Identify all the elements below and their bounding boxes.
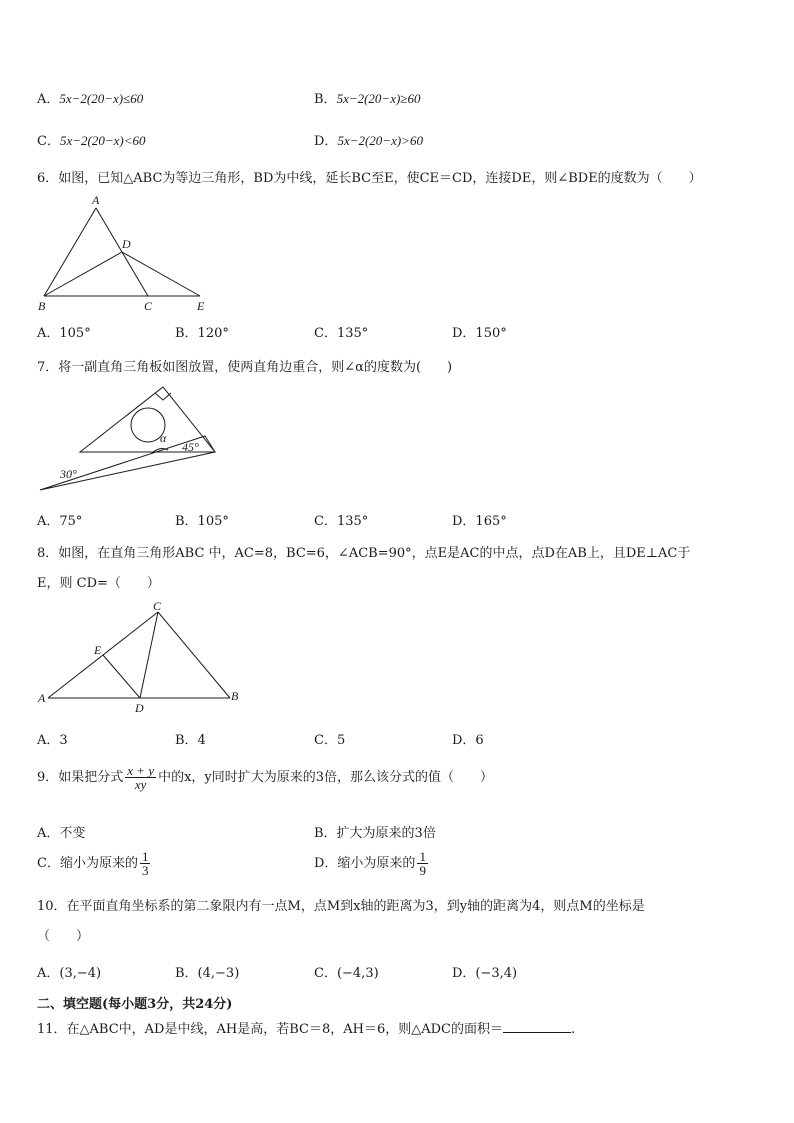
q8-label-a: A bbox=[38, 691, 46, 705]
q5-option-b: B．5x−2(20−x)≥60 bbox=[314, 91, 421, 107]
q5-option-c: C．5x−2(20−x)<60 bbox=[37, 133, 146, 149]
q8-option-c: C．5 bbox=[314, 733, 346, 748]
q8-option-d: D．6 bbox=[452, 733, 484, 748]
q9-fraction-den: xy bbox=[134, 777, 147, 792]
q6-line-ab bbox=[44, 208, 96, 296]
q9-stem: 9．如果把分式 $\frac{x + y}{xy}$ 中的x，y同时扩大为原来的3倍，那么该分式的值（ ） bbox=[37, 763, 494, 792]
q8-label-e: E bbox=[94, 643, 102, 657]
q8-label-b: B bbox=[231, 689, 239, 703]
q7-option-b: B．105° bbox=[175, 514, 229, 529]
q8-option-a: A．3 bbox=[37, 733, 68, 748]
q10-option-c: C．(−4,3) bbox=[314, 966, 379, 981]
q11-stem: 11．在△ABC中，AD是中线，AH是高，若BC＝8，AH＝6，则△ADC的面积＝ . bbox=[37, 1022, 576, 1037]
q6-line-de bbox=[122, 252, 200, 296]
q9-fraction bbox=[125, 764, 156, 791]
q5-option-b-expr: 5x−2(20−x)≥60 bbox=[336, 91, 421, 106]
q5-option-a-expr: 5x−2(20−x)≤60 bbox=[59, 91, 144, 106]
q10-stem-line1: 10．在平面直角坐标系的第二象限内有一点M，点M到x轴的距离为3，到y轴的距离为4，则点M的坐标是 bbox=[37, 899, 645, 914]
q7-stem: 7．将一副直角三角板如图放置，使两直角边重合，则∠α的度数为( ) bbox=[37, 360, 453, 375]
q10-option-d: D．(−3,4) bbox=[452, 966, 518, 981]
q6-line-bd bbox=[44, 252, 122, 296]
q10-option-b: B．(4,−3) bbox=[175, 966, 240, 981]
q6-label-d: D bbox=[122, 237, 131, 251]
q8-stem-line2: E，则 CD=（ ） bbox=[37, 576, 160, 591]
q5-option-d-expr: 5x−2(20−x)>60 bbox=[337, 133, 423, 148]
q8-label-c: C bbox=[153, 599, 162, 613]
q5-option-c-expr: 5x−2(20−x)<60 bbox=[59, 133, 146, 148]
q6-stem: 6．如图，已知△ABC为等边三角形，BD为中线，延长BC至E，使CE＝CD，连接DE，则∠BDE的度数为（ ） bbox=[37, 171, 702, 186]
q6-label-c: C bbox=[144, 299, 153, 313]
q7-label-alpha: α bbox=[160, 431, 167, 445]
q10-stem-line2: （ ） bbox=[37, 929, 90, 944]
q9-option-a: A．不变 bbox=[37, 826, 86, 841]
q6-label-e: E bbox=[197, 299, 205, 313]
q9-option-c: C．缩小为原来的 $\frac{1}{3}$ bbox=[37, 849, 149, 878]
q6-figure bbox=[30, 190, 220, 315]
q7-option-c: C．135° bbox=[314, 514, 369, 529]
q6-option-b: B．120° bbox=[175, 326, 229, 341]
q6-label-a: A bbox=[92, 193, 100, 207]
q7-label-45: 45° bbox=[182, 440, 199, 454]
section2-title: 二、填空题(每小题3分，共24分) bbox=[37, 997, 233, 1012]
q8-label-d: D bbox=[135, 701, 144, 715]
q7-figure bbox=[30, 380, 225, 495]
q8-line-cb bbox=[158, 612, 230, 698]
q5-option-d: D．5x−2(20−x)>60 bbox=[314, 133, 423, 149]
q9-option-d: D．缩小为原来的 $\frac{1}{9}$ bbox=[314, 849, 426, 878]
q8-stem-line1: 8．如图，在直角三角形ABC 中，AC=8，BC=6，∠ACB=90°，点E是AC的中点，点D在AB上，且DE⊥AC于 bbox=[37, 546, 691, 561]
q7-option-a: A．75° bbox=[37, 514, 83, 529]
q11-answer-blank[interactable] bbox=[503, 1020, 571, 1033]
q10-option-a: A．(3,−4) bbox=[37, 966, 102, 981]
q6-option-a: A．105° bbox=[37, 326, 91, 341]
q6-option-c: C．135° bbox=[314, 326, 369, 341]
q9-option-b: B．扩大为原来的3倍 bbox=[314, 826, 436, 841]
q8-line-cd bbox=[140, 612, 158, 698]
q6-label-b: B bbox=[38, 299, 46, 313]
q5-option-a: A．5x−2(20−x)≤60 bbox=[37, 91, 144, 107]
q8-line-ed bbox=[103, 655, 140, 698]
q8-option-b: B．4 bbox=[175, 733, 206, 748]
q7-label-30: 30° bbox=[60, 467, 77, 481]
q6-option-d: D．150° bbox=[452, 326, 507, 341]
q7-option-d: D．165° bbox=[452, 514, 507, 529]
q9-fraction-num: x + y bbox=[127, 763, 155, 778]
q8-figure bbox=[30, 598, 250, 718]
